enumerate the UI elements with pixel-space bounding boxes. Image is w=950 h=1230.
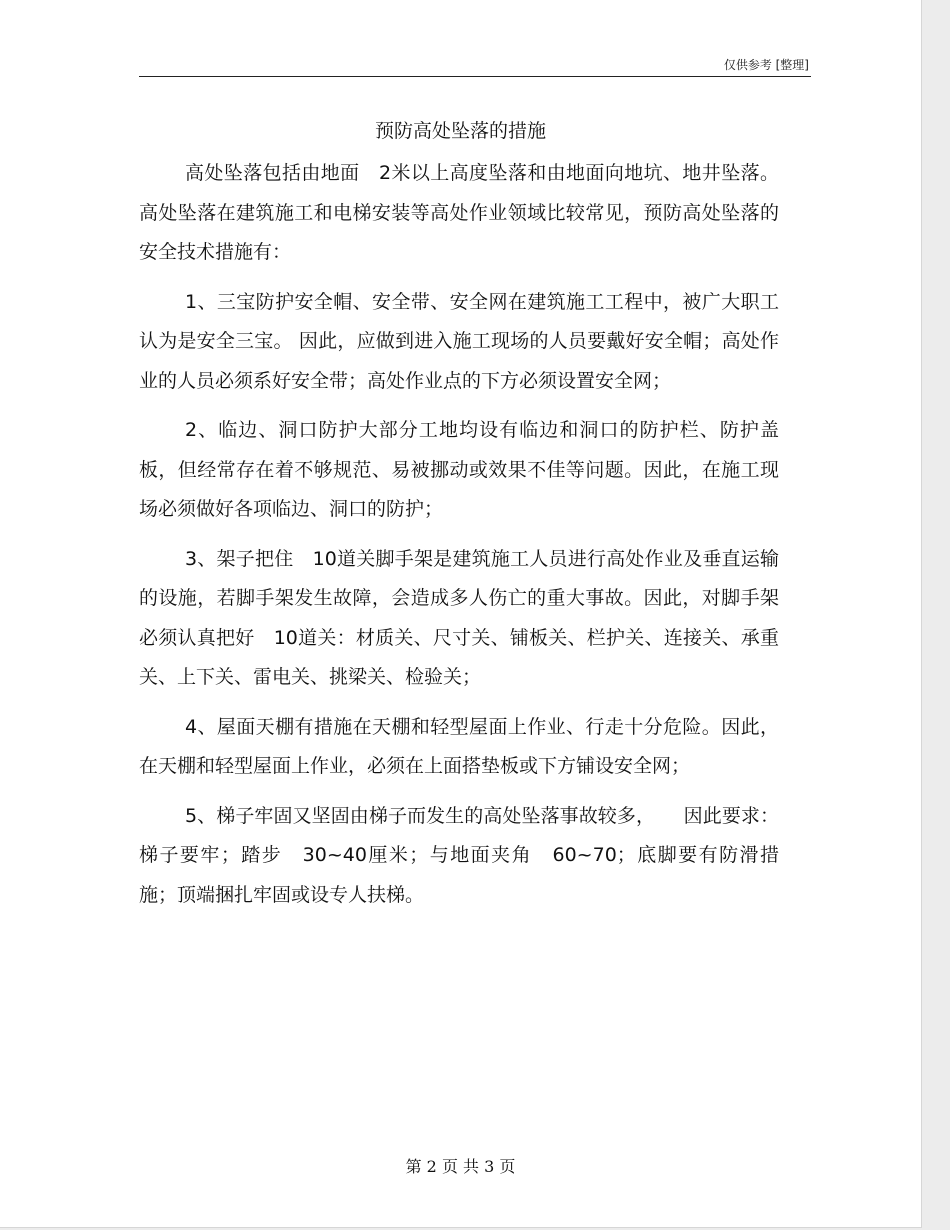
paragraph-item-1: 1、三宝防护安全帽、安全带、安全网在建筑施工工程中，被广大职工认为是安全三宝。 因此，应做到进入施工现场的人员要戴好安全帽；高处作业的人员必须系好安全带；高处作业点的下方必须设置安全网；	[139, 290, 779, 392]
paragraph-item-5: 5、梯子牢固又坚固由梯子而发生的高处坠落事故较多， 因此要求：梯子要牢；踏步 30~40厘米；与地面夹角 60~70；底脚要有防滑措施；顶端捆扎牢固或设专人扶梯。	[139, 804, 779, 906]
paragraph-item-3: 3、架子把住 10道关脚手架是建筑施工人员进行高处作业及垂直运输的设施，若脚手架发生故障，会造成多人伤亡的重大事故。因此，对脚手架必须认真把好 10道关：材质关、尺寸关、铺板关、栏护关、连接关、承重关、上下关、雷电关、挑梁关、检验关；	[139, 547, 779, 688]
document-body	[139, 154, 779, 925]
header-note: 仅供参考 [整理]	[723, 58, 809, 72]
paragraph-intro: 高处坠落包括由地面 2米以上高度坠落和由地面向地坑、地井坠落。高处坠落在建筑施工和电梯安装等高处作业领域比较常见，预防高处坠落的安全技术措施有：	[139, 162, 779, 263]
header-rule	[139, 76, 811, 77]
page-number: 第 2 页 共 3 页	[405, 1157, 516, 1176]
paragraph-item-2: 2、临边、洞口防护大部分工地均设有临边和洞口的防护栏、防护盖板，但经常存在着不够规范、易被挪动或效果不佳等问题。因此，在施工现场必须做好各项临边、洞口的防护；	[139, 419, 779, 520]
document-title: 预防高处坠落的措施	[374, 120, 546, 142]
paragraph-item-4: 4、屋面天棚有措施在天棚和轻型屋面上作业、行走十分危险。因此，在天棚和轻型屋面上作业，必须在上面搭垫板或下方铺设安全网；	[139, 715, 779, 777]
